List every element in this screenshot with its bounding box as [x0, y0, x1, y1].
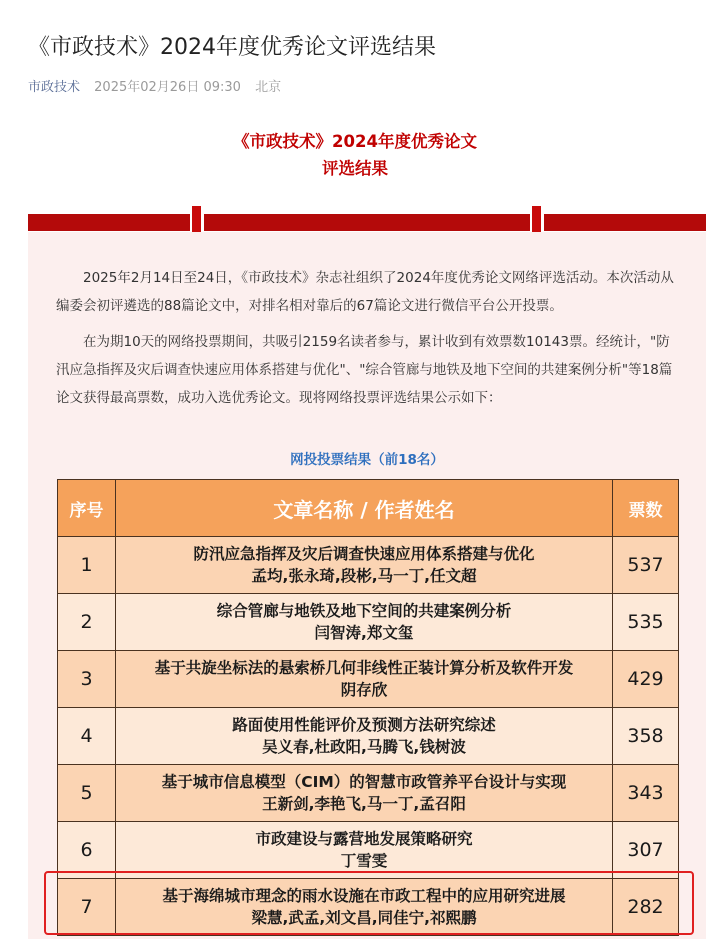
paper-authors: 梁慧,武孟,刘文昌,同佳宁,祁熙鹏	[251, 909, 477, 927]
paper-title: 防汛应急指挥及灾后调查快速应用体系搭建与优化	[193, 545, 535, 563]
decor-bar-right	[544, 214, 706, 231]
paper-authors: 闫智涛,郑文玺	[314, 624, 414, 642]
row-rank: 7	[58, 879, 116, 936]
article-meta	[28, 76, 281, 95]
results-table	[57, 479, 679, 936]
header-rank: 序号	[58, 480, 116, 537]
row-paper	[116, 765, 613, 822]
row-rank: 1	[58, 537, 116, 594]
row-paper	[116, 537, 613, 594]
header-votes: 票数	[613, 480, 679, 537]
paper-title: 路面使用性能评价及预测方法研究综述	[232, 716, 496, 734]
publish-location: 北京	[255, 80, 282, 95]
table-row	[58, 537, 679, 594]
row-votes: 307	[613, 822, 679, 879]
table-row	[58, 765, 679, 822]
paper-title: 综合管廊与地铁及地下空间的共建案例分析	[216, 602, 512, 620]
row-votes: 535	[613, 594, 679, 651]
table-row	[58, 594, 679, 651]
header-title-author: 文章名称 / 作者姓名	[116, 480, 613, 537]
paper-title: 基于城市信息模型（CIM）的智慧市政管养平台设计与实现	[161, 773, 567, 791]
paper-title: 市政建设与露营地发展策略研究	[255, 830, 473, 848]
row-paper	[116, 594, 613, 651]
table-row	[58, 651, 679, 708]
paper-authors: 阴存欣	[340, 681, 388, 699]
row-paper	[116, 822, 613, 879]
paper-title: 基于共旋坐标法的悬索桥几何非线性正装计算分析及软件开发	[154, 659, 574, 677]
highlight-box	[44, 871, 694, 935]
row-votes: 429	[613, 651, 679, 708]
table-caption: 网投投票结果（前18名）	[290, 452, 444, 468]
decor-bar-left	[28, 214, 190, 231]
row-rank: 4	[58, 708, 116, 765]
row-rank: 2	[58, 594, 116, 651]
row-votes: 537	[613, 537, 679, 594]
row-votes: 343	[613, 765, 679, 822]
table-row	[58, 708, 679, 765]
account-link[interactable]: 市政技术	[28, 80, 81, 95]
table-row	[58, 822, 679, 879]
row-votes: 358	[613, 708, 679, 765]
row-votes: 282	[613, 879, 679, 936]
row-rank: 5	[58, 765, 116, 822]
row-paper	[116, 708, 613, 765]
intro-paragraph-1: 2025年2月14日至24日，《市政技术》杂志社组织了2024年度优秀论文网络评选活动。本次活动从编委会初评遴选的88篇论文中，对排名相对靠后的67篇论文进行微信平台公开投票。	[56, 270, 674, 314]
paper-title: 基于海绵城市理念的雨水设施在市政工程中的应用研究进展	[162, 887, 566, 905]
paper-authors: 王新剑,李艳飞,马一丁,孟召阳	[262, 795, 466, 813]
intro-paragraph-2: 在为期10天的网络投票期间，共吸引2159名读者参与，累计收到有效票数10143票。经统计，"防汛应急指挥及灾后调查快速应用体系搭建与优化"、"综合管廊与地铁及地下空间的共建案例分析"等18篇论文获得最高票数，成功入选优秀论文。现将网络投票评选结果公示如下：	[56, 334, 673, 406]
decor-bar-post	[532, 206, 541, 232]
paper-authors: 丁雪雯	[340, 852, 388, 870]
section-heading	[0, 128, 710, 182]
row-paper	[116, 651, 613, 708]
decor-bar-middle	[204, 214, 530, 231]
table-header-row	[58, 480, 679, 537]
paper-authors: 孟均,张永琦,段彬,马一丁,任文超	[251, 567, 477, 585]
paper-authors: 吴义春,杜政阳,马腾飞,钱树波	[262, 738, 466, 756]
publish-datetime: 2025年02月26日 09:30	[94, 80, 241, 95]
article-title: 《市政技术》2024年度优秀论文评选结果	[28, 35, 436, 60]
row-rank: 6	[58, 822, 116, 879]
section-heading-line1: 《市政技术》2024年度优秀论文	[233, 132, 477, 151]
row-rank: 3	[58, 651, 116, 708]
section-heading-line2: 评选结果	[322, 159, 388, 178]
decor-bar-post	[192, 206, 201, 232]
